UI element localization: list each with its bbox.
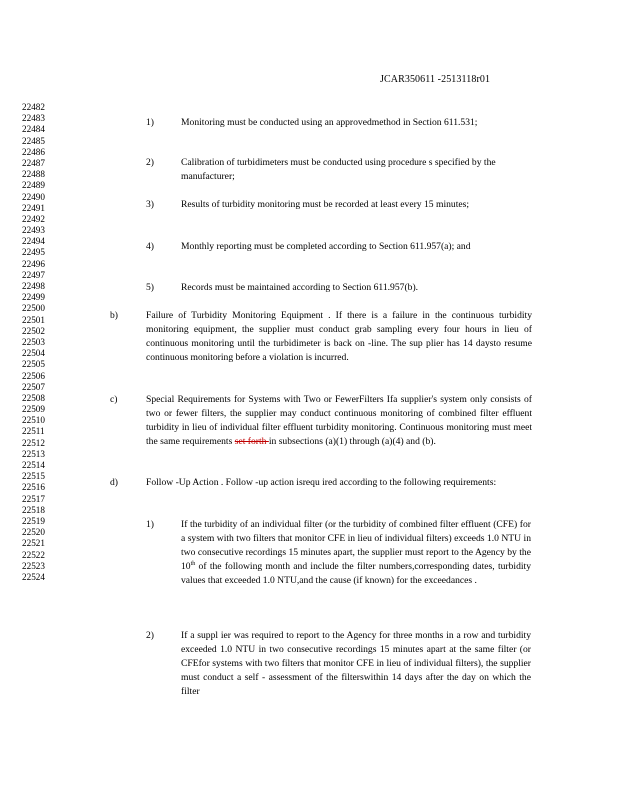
item-4-text: Monthly reporting must be completed according to Section 611.957(a); and — [181, 241, 471, 252]
line-number: 22498 — [22, 281, 45, 291]
document-header-id: JCAR350611 -2513118r01 — [380, 74, 491, 85]
item-1-number: 1) — [146, 117, 154, 128]
line-number: 22524 — [22, 571, 45, 582]
line-number: 22512 — [22, 437, 45, 448]
line-number: 22517 — [22, 493, 45, 504]
line-number: 22499 — [22, 292, 45, 303]
section-c-text-before: Special Requirements for Systems with Two or FewerFilters Ifa supplier's system only consists of two or fewer filters, the supplier may conduct continuous monitoring of combined filter effluent turbidity in lieu of individual filter effluent turbidity monitoring. Continuous monitoring must meet the same requirements — [146, 394, 532, 447]
line-number: 22482 — [22, 102, 45, 112]
line-number: 22520 — [22, 527, 45, 538]
line-number: 22523 — [22, 560, 45, 571]
line-number: 22484 — [22, 124, 45, 135]
line-number: 22503 — [22, 336, 45, 347]
line-number: 22486 — [22, 146, 45, 157]
line-number: 22490 — [22, 191, 45, 202]
struck-text: set forth — [234, 436, 269, 447]
section-c-letter: c) — [110, 394, 118, 405]
line-number: 22515 — [22, 471, 45, 482]
line-number: 22483 — [22, 113, 45, 124]
subitem-1-text-after: of the following month and include the filter numbers,corresponding dates, turbidity values that exceeded 1.0 NTU,and the cause (if known) for the exceedances . — [181, 561, 531, 586]
item-4-number: 4) — [146, 241, 154, 252]
section-d-letter: d) — [110, 477, 118, 488]
line-number: 22506 — [22, 370, 45, 381]
subitem-1-number: 1) — [146, 519, 154, 530]
line-number: 22485 — [22, 135, 45, 146]
section-d-text: Follow -Up Action . Follow -up action isrequ ired according to the following requirements: — [146, 477, 497, 488]
line-number: 22513 — [22, 448, 45, 459]
line-number: 22489 — [22, 180, 45, 191]
item-2-text: Calibration of turbidimeters must be conducted using procedure s specified by the manufacturer; — [181, 157, 496, 182]
superscript-th: th — [190, 560, 196, 567]
line-number-column — [22, 102, 62, 583]
item-3-number: 3) — [146, 199, 154, 210]
line-number: 22507 — [22, 381, 45, 392]
line-number: 22491 — [22, 202, 45, 213]
section-b-text: Failure of Turbidity Monitoring Equipment . If there is a failure in the continuous turbidity monitoring equipment, the supplier must conduct grab sampling every four hours in lieu of continuous monitoring until the turbidimeter is back on -line. The sup plier has 14 daysto resume continuous monitoring before a violation is incurred. — [146, 310, 532, 363]
line-number: 22521 — [22, 538, 45, 549]
line-number: 22509 — [22, 404, 45, 415]
line-number: 22502 — [22, 325, 45, 336]
item-1-text: Monitoring must be conducted using an approvedmethod in Section 611.531; — [181, 117, 478, 128]
line-number: 22511 — [22, 426, 45, 437]
line-number: 22504 — [22, 348, 45, 359]
line-number: 22522 — [22, 549, 45, 560]
item-5-text: Records must be maintained according to Section 611.957(b). — [181, 282, 419, 293]
line-number: 22500 — [22, 303, 45, 314]
line-number: 22514 — [22, 460, 45, 470]
item-3-text: Results of turbidity monitoring must be recorded at least every 15 minutes; — [181, 199, 470, 210]
section-b-letter: b) — [110, 310, 118, 321]
item-5-number: 5) — [146, 282, 154, 293]
line-number: 22496 — [22, 258, 45, 269]
subitem-2-text: If a suppl ier was required to report to the Agency for three months in a row and turbidity exceeded 1.0 NTU in two consecutive recordings 15 minutes apart at the same filter (or CFEfor systems with two filters that monitor CFE in lieu of individual filters), the supplier must conduct a self - assessment of the filterswithin 14 days after the day on which the filter — [181, 630, 531, 697]
subitem-1-text-before: If the turbidity of an individual filter (or the turbidity of combined filter effluent (CFE) for a system with two filters that monitor CFE in lieu of individual filters) exceeds 1.0 NTU in two consecutive recordings 15 minutes apart, the supplier must report to the Agency by the 10 — [181, 519, 531, 572]
line-number: 22516 — [22, 482, 45, 493]
item-2-number: 2) — [146, 157, 154, 168]
section-c-text-after: in subsections (a)(1) through (a)(4) and (b). — [268, 436, 436, 447]
line-number: 22487 — [22, 157, 45, 168]
line-number: 22497 — [22, 269, 45, 280]
subitem-1-text — [181, 518, 531, 588]
line-number: 22494 — [22, 236, 45, 247]
line-number: 22519 — [22, 515, 45, 526]
section-c-text — [146, 393, 532, 449]
line-number: 22518 — [22, 504, 45, 515]
line-number: 22508 — [22, 392, 45, 403]
line-number: 22505 — [22, 359, 45, 370]
subitem-2-number: 2) — [146, 630, 154, 641]
line-number: 22493 — [22, 225, 45, 236]
line-number: 22501 — [22, 314, 45, 325]
line-number: 22488 — [22, 169, 45, 180]
line-number: 22492 — [22, 213, 45, 224]
line-number: 22510 — [22, 415, 45, 426]
line-number: 22495 — [22, 247, 45, 258]
